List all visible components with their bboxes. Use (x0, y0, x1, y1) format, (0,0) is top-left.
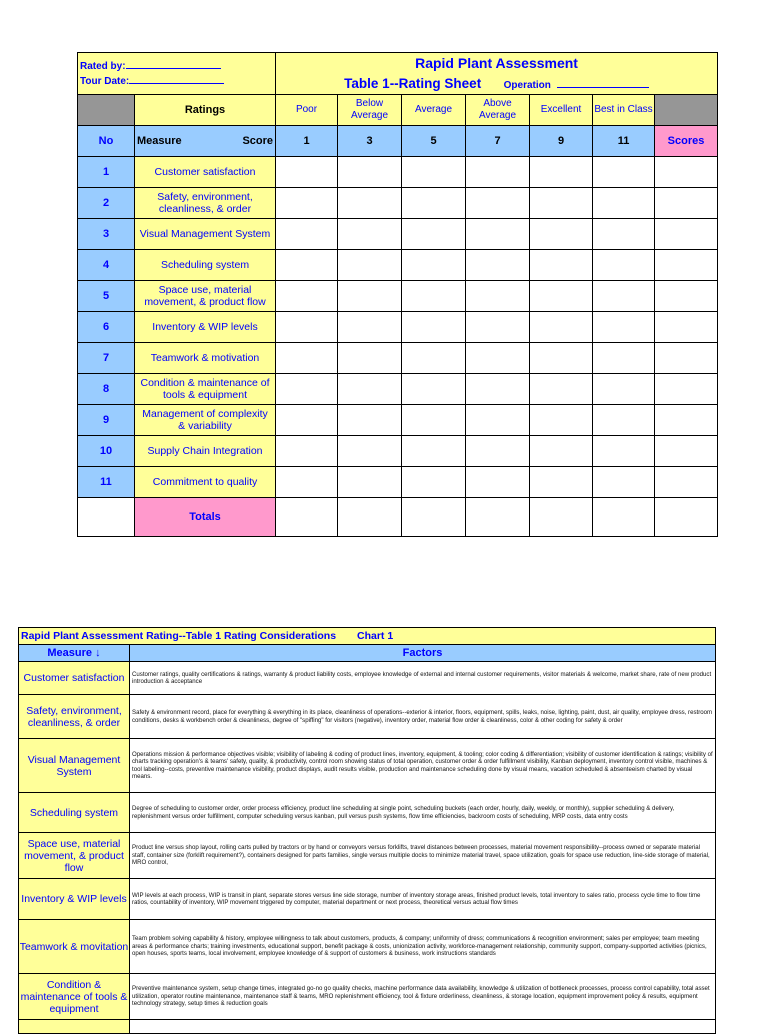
score-cell[interactable] (655, 343, 718, 374)
consideration-measure: Space use, material movement, & product flow (19, 833, 130, 879)
consideration-factors: Team problem solving capability & history, employee willingness to talk about customers, products, & company; uniformity of dress; communications & recognition environment; sales per employee; team meeting areas & performance charts; training investments, educational support, benefit package & costs, unionization activity, workforce-management relationship, community support, company-supported activities (picnics, open houses, sports teams, local involvement, employee knowledge of & support of customers & business, work instructions standards (130, 920, 716, 974)
consideration-row (19, 879, 716, 920)
score-value: 3 (338, 126, 402, 157)
score-value: 9 (530, 126, 593, 157)
consideration-measure: Customer satisfaction (19, 662, 130, 695)
considerations-title: Rapid Plant Assessment Rating--Table 1 Rating Considerations (21, 630, 337, 642)
factor-cell-empty (130, 1020, 716, 1034)
rated-by-label: Rated by: (80, 60, 126, 72)
score-cell[interactable] (466, 188, 530, 219)
consideration-row (19, 974, 716, 1020)
score-cell[interactable] (338, 281, 402, 312)
score-cell[interactable] (530, 343, 593, 374)
score-cell[interactable] (530, 281, 593, 312)
row-number: 3 (78, 219, 135, 250)
row-measure: Supply Chain Integration (135, 436, 276, 467)
measure-cell-empty (19, 1020, 130, 1034)
measure-header (19, 645, 130, 662)
consideration-measure: Condition & maintenance of tools & equipment (19, 974, 130, 1020)
score-cell[interactable] (466, 405, 530, 436)
rating-row (78, 188, 718, 219)
arrow-down-icon: ↓ (95, 647, 101, 659)
rating-row (78, 467, 718, 498)
row-measure: Space use, material movement, & product flow (135, 281, 276, 312)
row-measure: Visual Management System (135, 219, 276, 250)
score-cell[interactable] (402, 467, 466, 498)
consideration-measure: Scheduling system (19, 793, 130, 833)
consideration-factors: Safety & environment record, place for everything & everything in its place, cleanliness of operations--exterior & interior, floors, equipment, spills, leaks, noise, lighting, paint, dust, air quality, employee dress, restroom conditions, desks & workbench order & cleanliness, degree of "spiffing" for visitors (negative), inventory order, material flow order & cleanliness, color & other coding for safety & order (130, 695, 716, 739)
score-cell[interactable] (402, 188, 466, 219)
score-cell[interactable] (276, 436, 338, 467)
row-number: 5 (78, 281, 135, 312)
row-number: 9 (78, 405, 135, 436)
col-score-label: Score (242, 135, 274, 147)
score-cell[interactable] (338, 188, 402, 219)
rating-rows (78, 157, 718, 498)
total-cell[interactable] (338, 498, 402, 537)
score-cell[interactable] (466, 436, 530, 467)
score-cell[interactable] (655, 188, 718, 219)
rating-row (78, 312, 718, 343)
row-number: 7 (78, 343, 135, 374)
consideration-row (19, 793, 716, 833)
factors-header: Factors (130, 645, 716, 662)
score-cell[interactable] (530, 405, 593, 436)
rating-row (78, 374, 718, 405)
score-cell[interactable] (276, 281, 338, 312)
consideration-row (19, 739, 716, 793)
score-cell[interactable] (338, 436, 402, 467)
consideration-measure: Inventory & WIP levels (19, 879, 130, 920)
score-cell[interactable] (338, 157, 402, 188)
rating-row (78, 250, 718, 281)
rating-row (78, 436, 718, 467)
rating-level-best-in-class: Best in Class (593, 95, 655, 126)
row-number: 11 (78, 467, 135, 498)
score-cell[interactable] (530, 157, 593, 188)
score-value: 11 (593, 126, 655, 157)
total-cell[interactable] (655, 498, 718, 537)
row-number: 6 (78, 312, 135, 343)
score-cell[interactable] (276, 467, 338, 498)
total-cell[interactable] (530, 498, 593, 537)
score-cell[interactable] (593, 374, 655, 405)
score-cell[interactable] (655, 219, 718, 250)
row-measure: Safety, environment, cleanliness, & order (135, 188, 276, 219)
consideration-factors: Product line versus shop layout, rolling carts pulled by tractors or by hand or conveyors versus forklifts, travel distances between processes, material movement responsibility--process owned or separate material staff, container size (forklift requirement?), containers designed for parts families, single versus multiple docks to minimize material travel, space utilization, goals for space use reduction, line-side storage of material, MRO control, (130, 833, 716, 879)
score-cell[interactable] (338, 405, 402, 436)
score-cell[interactable] (466, 343, 530, 374)
rating-row (78, 343, 718, 374)
rating-level-excellent: Excellent (530, 95, 593, 126)
score-cell[interactable] (593, 188, 655, 219)
total-cell[interactable] (593, 498, 655, 537)
rating-row (78, 157, 718, 188)
score-cell[interactable] (276, 312, 338, 343)
rating-level-below-average: Below Average (338, 95, 402, 126)
score-cell[interactable] (402, 343, 466, 374)
score-cell[interactable] (530, 467, 593, 498)
col-measure-score-header (135, 126, 276, 157)
row-number: 10 (78, 436, 135, 467)
consideration-factors: Operations mission & performance objectives visible; visibility of labeling & coding of product lines, inventory, equipment, & tooling; color coding & differentiation; visibility of customer identification & ratings; visibility of charts tracking operation's & teams' safety, quality, & productivity, control room showing status of total operation, customer order & order fulfillment visibility, Kanban deployment, inventory control visible, machines & tool labeling--costs, preventive maintenance visibility, product displays, audit results visible, production and maintenance scheduling done by visual means, vacation scheduled & absenteeism charted by visual means. (130, 739, 716, 793)
score-cell[interactable] (593, 219, 655, 250)
score-cell[interactable] (276, 343, 338, 374)
score-cell[interactable] (338, 343, 402, 374)
ratings-label: Ratings (135, 95, 276, 126)
consideration-row (19, 695, 716, 739)
score-cell[interactable] (338, 467, 402, 498)
score-cell[interactable] (530, 436, 593, 467)
row-measure: Commitment to quality (135, 467, 276, 498)
rating-row (78, 405, 718, 436)
rating-row (78, 219, 718, 250)
consideration-factors: Customer ratings, quality certifications & ratings, warranty & product liability costs, employee knowledge of external and internal customer requirements, visitor materials & welcome, market share, rate of new product introduction & acceptance (130, 662, 716, 695)
totals-blank-cell (78, 498, 135, 537)
col-no-header: No (78, 126, 135, 157)
score-cell[interactable] (276, 250, 338, 281)
score-cell[interactable] (338, 312, 402, 343)
score-value: 5 (402, 126, 466, 157)
score-cell[interactable] (530, 374, 593, 405)
score-cell[interactable] (655, 436, 718, 467)
row-number: 2 (78, 188, 135, 219)
consideration-measure: Visual Management System (19, 739, 130, 793)
consideration-factors: WIP levels at each process, WIP is transit in plant, separate stores versus line side storage, number of inventory storage areas, finished product levels, total inventory to sales ratio, process cycle time to flow time ratios, countability of inventory, WIP movement triggered by computer, material department or next process, theoretical versus actual flow times (130, 879, 716, 920)
score-cell[interactable] (402, 312, 466, 343)
score-cell[interactable] (402, 250, 466, 281)
rated-by-field[interactable] (126, 59, 221, 69)
consideration-factors: Degree of scheduling to customer order, order process efficiency, product line scheduling at single point, scheduling buckets (each order, hourly, daily, weekly, or monthly), supplier scheduling & delivery, replenishment versus order fulfillment, computer scheduling versus kanban, pull versus push systems, flow time efficiencies, backroom costs of scheduling, MRP costs, data entry costs (130, 793, 716, 833)
page-title: Rapid Plant Assessment (415, 55, 578, 72)
rating-considerations-table (18, 627, 716, 1034)
score-cell[interactable] (402, 374, 466, 405)
page-subtitle: Table 1--Rating Sheet (344, 75, 482, 91)
rater-info-cell (78, 53, 276, 95)
chart-label: Chart 1 (356, 630, 394, 642)
score-cell[interactable] (593, 157, 655, 188)
score-cell[interactable] (655, 467, 718, 498)
row-number: 4 (78, 250, 135, 281)
tour-date-label: Tour Date: (80, 75, 130, 87)
score-cell[interactable] (655, 405, 718, 436)
sheet-title-cell (276, 53, 718, 74)
score-cell[interactable] (593, 250, 655, 281)
row-measure: Condition & maintenance of tools & equipment (135, 374, 276, 405)
row-number: 1 (78, 157, 135, 188)
rating-level-poor: Poor (276, 95, 338, 126)
row-measure: Customer satisfaction (135, 157, 276, 188)
score-cell[interactable] (530, 312, 593, 343)
considerations-title-cell (19, 628, 716, 645)
header-blank-cell (655, 95, 718, 126)
row-number: 8 (78, 374, 135, 405)
consider-rows (19, 662, 716, 1020)
score-cell[interactable] (466, 281, 530, 312)
score-cell[interactable] (338, 250, 402, 281)
col-measure-label: Measure (137, 135, 182, 147)
rating-row (78, 281, 718, 312)
consideration-row (19, 662, 716, 695)
score-cell[interactable] (530, 188, 593, 219)
total-cell[interactable] (466, 498, 530, 537)
consideration-row (19, 920, 716, 974)
score-cell[interactable] (655, 374, 718, 405)
score-cell[interactable] (655, 312, 718, 343)
score-cell[interactable] (338, 374, 402, 405)
consideration-measure: Safety, environment, cleanliness, & order (19, 695, 130, 739)
consideration-row (19, 833, 716, 879)
score-cell[interactable] (655, 250, 718, 281)
score-cell[interactable] (402, 219, 466, 250)
score-cell[interactable] (276, 374, 338, 405)
col-scores-header: Scores (655, 126, 718, 157)
score-cell[interactable] (530, 250, 593, 281)
score-value: 7 (466, 126, 530, 157)
score-cell[interactable] (466, 219, 530, 250)
row-measure: Inventory & WIP levels (135, 312, 276, 343)
totals-label: Totals (135, 498, 276, 537)
score-cell[interactable] (276, 188, 338, 219)
rating-level-average: Average (402, 95, 466, 126)
score-cell[interactable] (593, 312, 655, 343)
score-cell[interactable] (402, 405, 466, 436)
score-cell[interactable] (402, 157, 466, 188)
row-measure: Management of complexity & variability (135, 405, 276, 436)
score-cell[interactable] (655, 157, 718, 188)
score-cell[interactable] (593, 343, 655, 374)
score-cell[interactable] (466, 467, 530, 498)
score-cell[interactable] (593, 281, 655, 312)
tour-date-field[interactable] (129, 74, 224, 84)
header-blank-cell (78, 95, 135, 126)
consideration-factors: Preventive maintenance system, setup change times, integrated go-no go quality checks, machine performance data availability, knowledge & utilization of bottleneck processes, process control capability, total asset utilization, operator routine maintenance, maintenance staff & teams, MRO replenishment efficiency, tool & fixture orderliness, cleanliness, & storage location, equipment improvement policy & results, equipment technology strategy, setup times & reduction goals (130, 974, 716, 1020)
score-cell[interactable] (593, 467, 655, 498)
sheet-subtitle-cell (276, 74, 718, 95)
score-cell[interactable] (466, 312, 530, 343)
score-cell[interactable] (466, 250, 530, 281)
measure-header-label: Measure (47, 647, 93, 659)
score-cell[interactable] (530, 219, 593, 250)
operation-label: Operation (503, 79, 551, 91)
operation-field[interactable] (557, 78, 649, 88)
score-cell[interactable] (276, 157, 338, 188)
rating-level-above-average: Above Average (466, 95, 530, 126)
score-cell[interactable] (593, 436, 655, 467)
score-cell[interactable] (593, 405, 655, 436)
score-cell[interactable] (276, 405, 338, 436)
score-cell[interactable] (466, 157, 530, 188)
rating-sheet-table (77, 52, 718, 537)
total-cell[interactable] (276, 498, 338, 537)
score-cell[interactable] (466, 374, 530, 405)
total-cell[interactable] (402, 498, 466, 537)
score-cell[interactable] (338, 219, 402, 250)
row-measure: Teamwork & motivation (135, 343, 276, 374)
score-cell[interactable] (276, 219, 338, 250)
score-cell[interactable] (655, 281, 718, 312)
consideration-measure: Teamwork & movitation (19, 920, 130, 974)
score-cell[interactable] (402, 281, 466, 312)
score-cell[interactable] (402, 436, 466, 467)
score-value: 1 (276, 126, 338, 157)
row-measure: Scheduling system (135, 250, 276, 281)
